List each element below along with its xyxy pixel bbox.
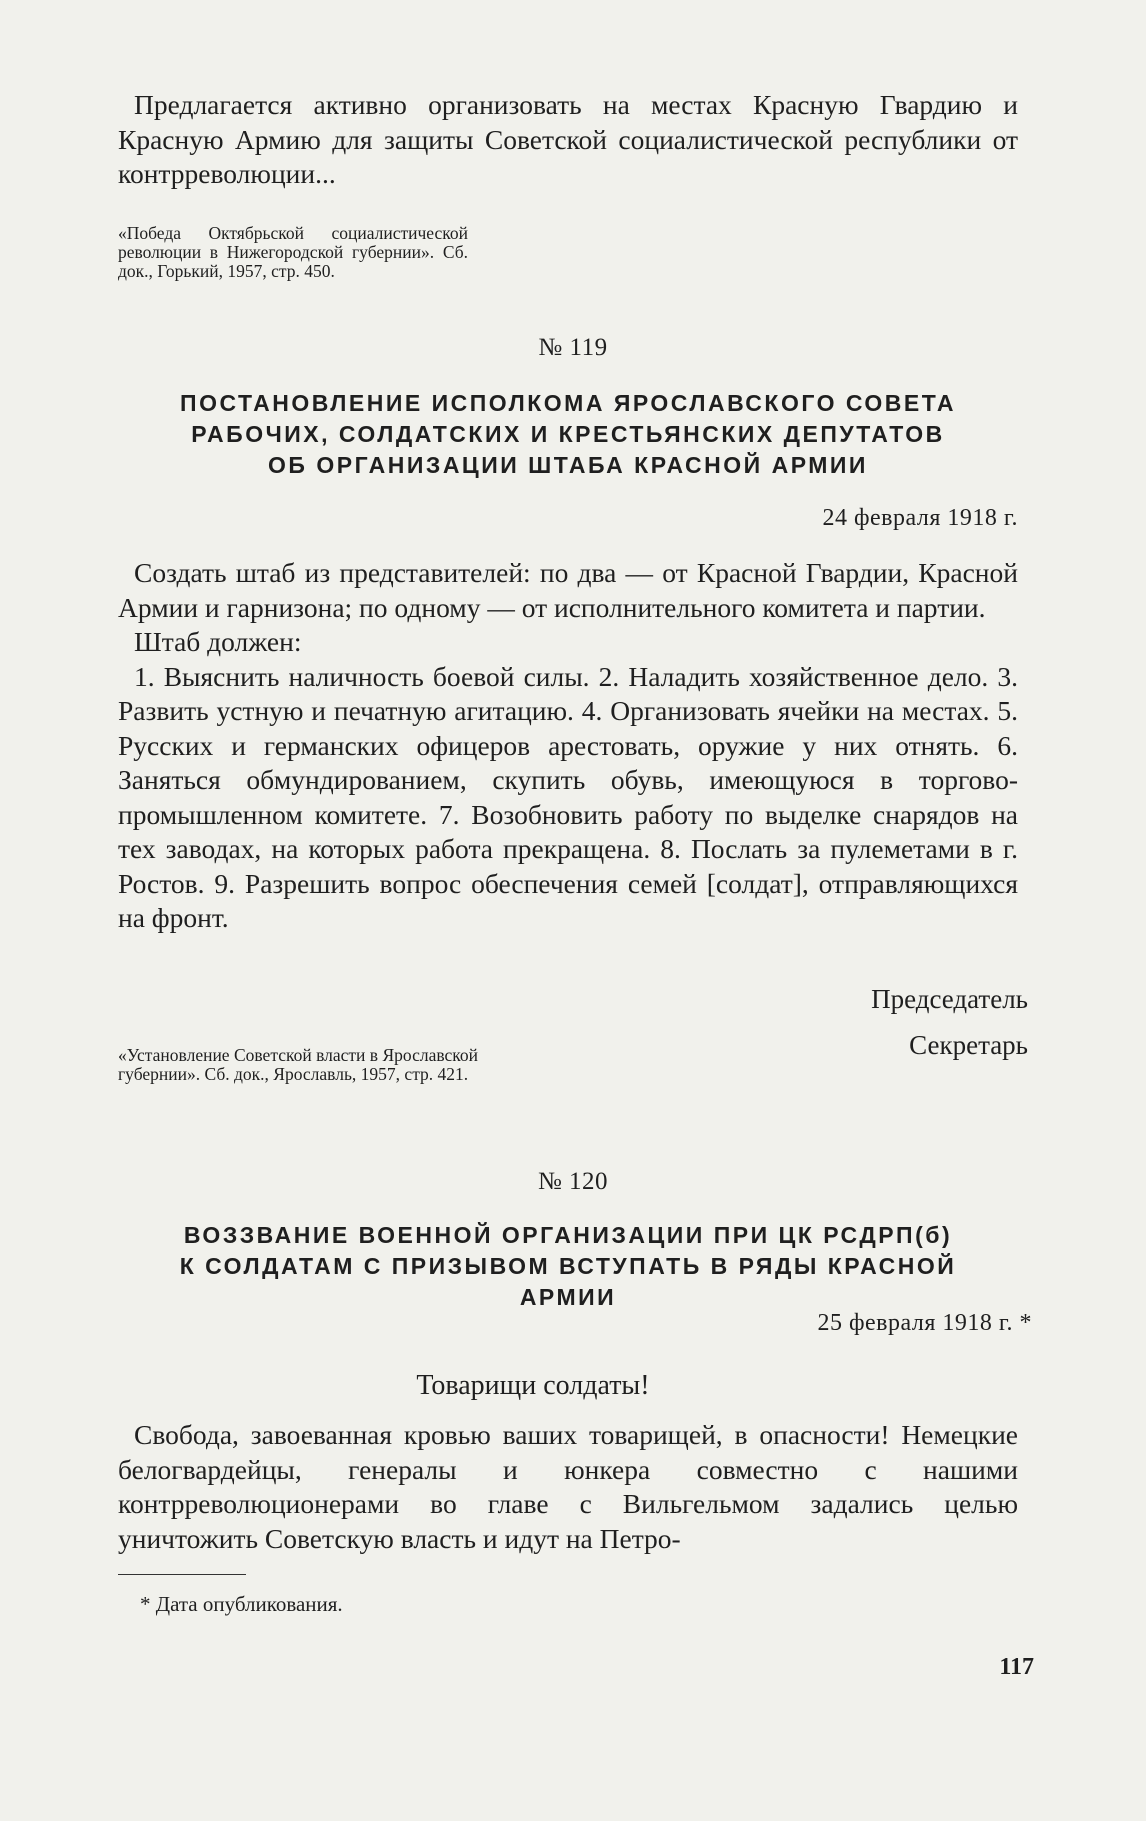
doc119-title-line2: РАБОЧИХ, СОЛДАТСКИХ И КРЕСТЬЯНСКИХ ДЕПУТАТОВ [191, 421, 945, 447]
doc120-title-line2: К СОЛДАТАМ С ПРИЗЫВОМ ВСТУПАТЬ В РЯДЫ КРАСНОЙ [179, 1253, 957, 1279]
intro-citation: «Победа Октябрьской социалистической революции в Нижегородской губернии». Сб. док., Горький, 1957, стр. 450. [118, 223, 468, 281]
doc119-date: 24 февраля 1918 г. [822, 505, 1018, 531]
page-number: 117 [999, 1654, 1034, 1680]
footnote: * Дата опубликования. [140, 1592, 343, 1616]
doc119-title-line1: ПОСТАНОВЛЕНИЕ ИСПОЛКОМА ЯРОСЛАВСКОГО СОВЕТА [180, 390, 956, 416]
doc120-number: № 120 [537, 1168, 609, 1195]
doc119-signatures [871, 976, 1028, 1068]
doc120-date: 25 февраля 1918 г. * [817, 1310, 1032, 1336]
signature-secretary: Секретарь [909, 1030, 1028, 1060]
intro-section [118, 88, 1018, 192]
doc119-number: № 119 [538, 334, 608, 361]
doc119-citation: «Установление Советской власти в Ярославской губернии». Сб. док., Ярославль, 1957, стр. 421. [118, 1045, 478, 1084]
intro-citation-block [118, 224, 468, 281]
signature-chairman: Председатель [871, 984, 1028, 1014]
doc119-paragraph2: Штаб должен: [134, 626, 302, 657]
doc119-body [118, 556, 1018, 936]
doc119-citation-block [118, 1046, 478, 1084]
footnote-rule [118, 1574, 246, 1575]
doc120-salutation: Товарищи солдаты! [416, 1370, 650, 1401]
doc119-title-line3: ОБ ОРГАНИЗАЦИИ ШТАБА КРАСНОЙ АРМИИ [268, 452, 868, 478]
doc119-paragraph3: 1. Выяснить наличность боевой силы. 2. Наладить хозяйственное дело. 3. Развить устную и печатную агитацию. 4. Организовать ячейки на местах. 5. Русских и германских офицеров арестовать, оружие у них отнять. 6. Заняться обмундированием, скупить обувь, имеющуюся в торгово-промышленном комитете. 7. Возобновить работу по выделке снарядов на тех заводах, на которых работа прекращена. 8. Послать за пулеметами в г. Ростов. 9. Разрешить вопрос обеспечения семей [солдат], отправляющихся на фронт. [118, 660, 1018, 933]
doc119-paragraph1: Создать штаб из представителей: по два — от Красной Гвардии, Красной Армии и гарнизона; по одному — от исполнительного комитета и партии. [118, 557, 1018, 623]
doc120-paragraph1: Свобода, завоеванная кровью ваших товарищей, в опасности! Немецкие белогвардейцы, генералы и юнкера совместно с нашими контрреволюционерами во главе с Вильгельмом задались целью уничтожить Советскую власть и идут на Петро- [118, 1419, 1018, 1554]
doc120-title-line1: ВОЗЗВАНИЕ ВОЕННОЙ ОРГАНИЗАЦИИ ПРИ ЦК РСДРП(б) [183, 1222, 953, 1248]
doc119-title [118, 388, 1018, 481]
doc120-title [118, 1220, 1018, 1313]
doc120-body [118, 1418, 1018, 1556]
intro-paragraph: Предлагается активно организовать на местах Красную Гвардию и Красную Армию для защиты Советской социалистической республики от контрреволюции... [118, 89, 1018, 189]
doc120-title-line3: АРМИИ [519, 1284, 617, 1310]
